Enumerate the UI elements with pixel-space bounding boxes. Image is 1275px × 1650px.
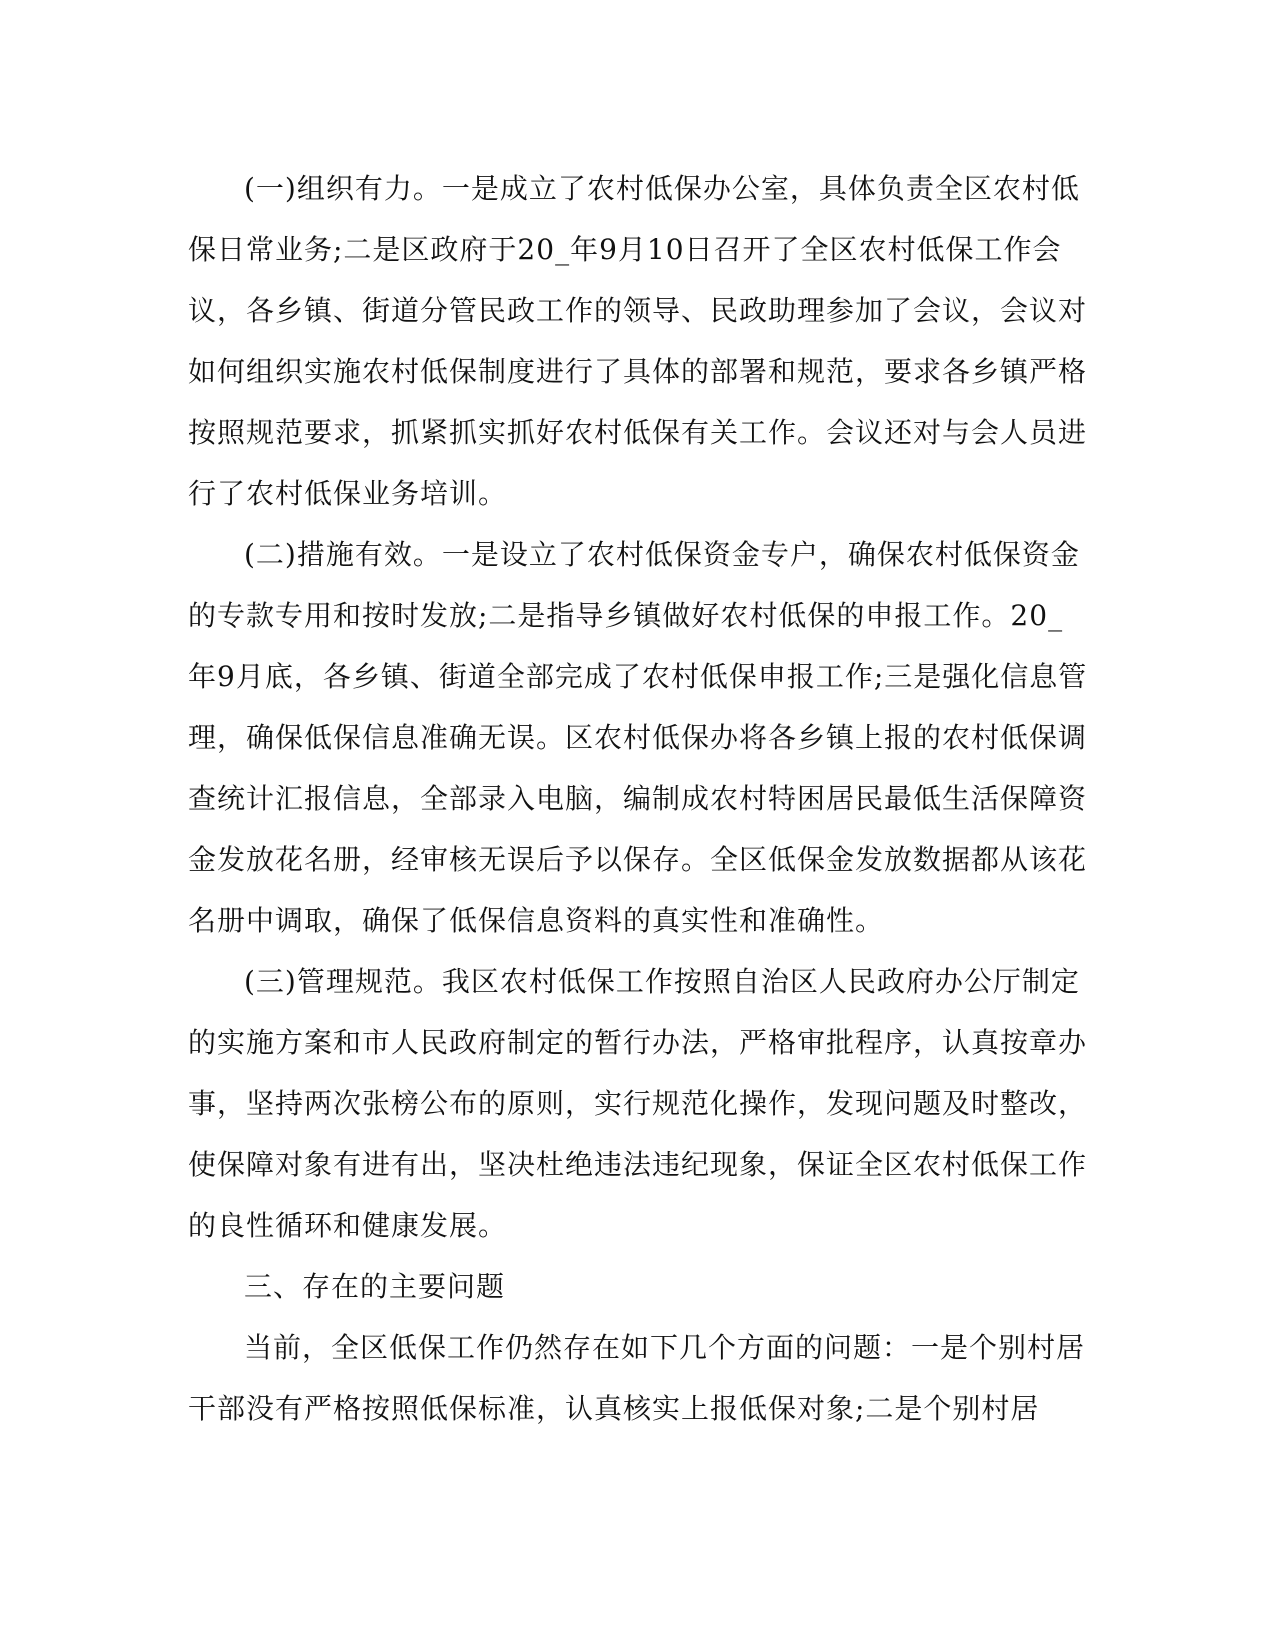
document-body [188,158,1088,1439]
paragraph-measures: (二)措施有效。一是设立了农村低保资金专户，确保农村低保资金的专款专用和按时发放;二是指导乡镇做好农村低保的申报工作。20_年9月底，各乡镇、街道全部完成了农村低保申报工作;三是强化信息管理，确保低保信息准确无误。区农村低保办将各乡镇上报的农村低保调查统计汇报信息，全部录入电脑，编制成农村特困居民最低生活保障资金发放花名册，经审核无误后予以保存。全区低保金发放数据都从该花名册中调取，确保了低保信息资料的真实性和准确性。 [188,538,1088,937]
section-heading: 三、存在的主要问题 [244,1270,506,1303]
paragraph-management: (三)管理规范。我区农村低保工作按照自治区人民政府办公厅制定的实施方案和市人民政府制定的暂行办法，严格审批程序，认真按章办事，坚持两次张榜公布的原则，实行规范化操作，发现问题及时整改，使保障对象有进有出，坚决杜绝违法违纪现象，保证全区农村低保工作的良性循环和健康发展。 [188,965,1088,1242]
paragraph-organization: (一)组织有力。一是成立了农村低保办公室，具体负责全区农村低保日常业务;二是区政府于20_年9月10日召开了全区农村低保工作会议，各乡镇、街道分管民政工作的领导、民政助理参加了会议，会议对如何组织实施农村低保制度进行了具体的部署和规范，要求各乡镇严格按照规范要求，抓紧抓实抓好农村低保有关工作。会议还对与会人员进行了农村低保业务培训。 [188,172,1088,510]
paragraph-problems: 当前，全区低保工作仍然存在如下几个方面的问题：一是个别村居干部没有严格按照低保标准，认真核实上报低保对象;二是个别村居 [188,1331,1086,1425]
